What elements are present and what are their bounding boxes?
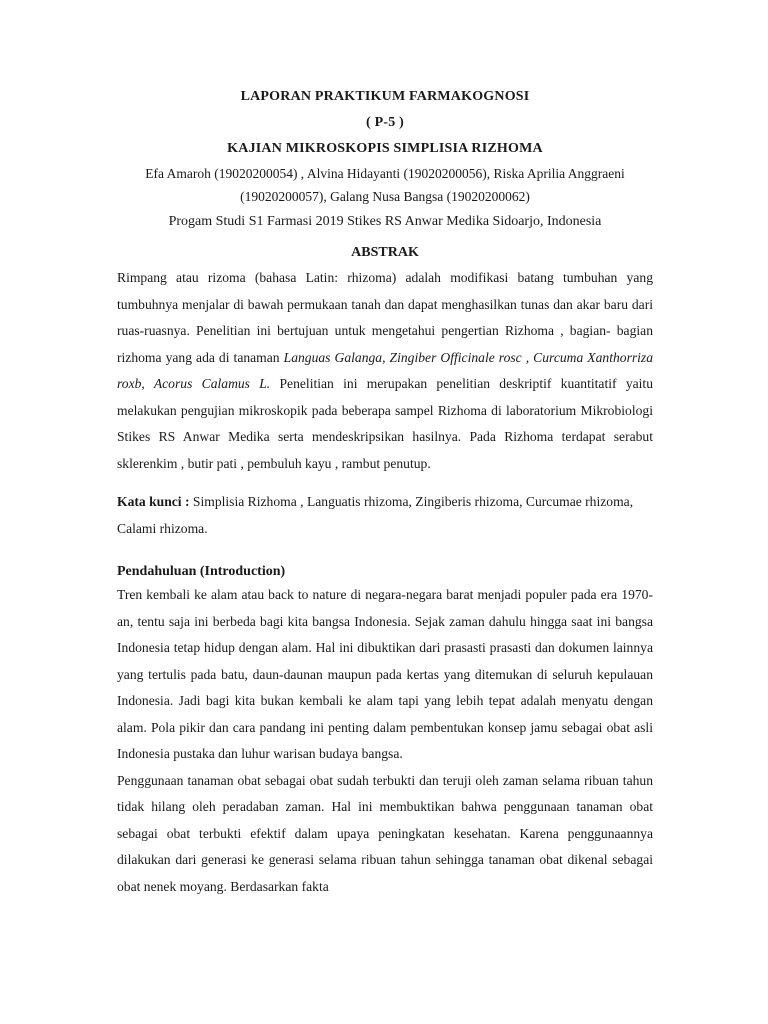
keywords <box>117 489 653 542</box>
document-page <box>117 84 653 900</box>
report-code: ( P-5 ) <box>366 115 404 130</box>
introduction-heading: Pendahuluan (Introduction) <box>117 564 286 579</box>
introduction-paragraph-1: Tren kembali ke alam atau back to nature di negara-negara barat menjadi populer pada era 1970-an, tentu saja ini berbeda bagi kita bangsa Indonesia. Sejak zaman dahulu hingga saat ini bangsa Indonesia tetap hidup dengan alam. Hal ini dibuktikan dari prasasti prasasti dan dokumen lainnya yang tertulis pada batu, daun-daunan maupun pada kertas yang ditemukan di seluruh kepulauan Indonesia. Jadi bagi kita bukan kembali ke alam tapi yang lebih tepat adalah menyatu dengan alam. Pola pikir dan cara pandang ini penting dalam pembentukan konsep jamu sebagai obat asli Indonesia pustaka dan luhur warisan budaya bangsa. <box>117 587 653 761</box>
abstract-paragraph <box>117 265 653 477</box>
authors-line-1: Efa Amaroh (19020200054) , Alvina Hidayanti (19020200056), Riska Aprilia Anggraeni <box>145 166 625 181</box>
introduction-paragraph-2: Penggunaan tanaman obat sebagai obat sudah terbukti dan teruji oleh zaman selama ribuan tahun tidak hilang oleh peradaban zaman. Hal ini membuktikan bahwa penggunaan tanaman obat sebagai obat terbukti efektif dalam upaya peningkatan kesehatan. Karena penggunaannya dilakukan dari generasi ke generasi selama ribuan tahun sehingga tanaman obat dikenal sebagai obat nenek moyang. Berdasarkan fakta <box>117 772 653 894</box>
authors-line-2: (19020200057), Galang Nusa Bangsa (19020200062) <box>240 189 530 204</box>
keywords-label: Kata kunci : <box>117 494 190 509</box>
report-subtitle: KAJIAN MIKROSKOPIS SIMPLISIA RIZHOMA <box>227 141 543 156</box>
abstract-text-2: Penelitian ini merupakan penelitian deskriptif kuantitatif yaitu melakukan pengujian mikroskopik pada beberapa sampel Rizhoma di laboratorium Mikrobiologi Stikes RS Anwar Medika serta mendeskripsikan hasilnya. Pada Rizhoma terdapat serabut sklerenkim , butir pati , pembuluh kayu , rambut penutup. <box>117 376 654 471</box>
keywords-text: Simplisia Rizhoma , Languatis rhizoma, Zingiberis rhizoma, Curcumae rhizoma, Calami rhizoma. <box>117 494 634 536</box>
abstract-text-1: Rimpang atau rizoma (bahasa Latin: rhizoma) adalah modifikasi batang tumbuhan yang tumbuhnya menjalar di bawah permukaan tanah dan dapat menghasilkan tunas dan akar baru dari ruas-ruasnya. Penelitian ini bertujuan untuk mengetahui pengertian Rizhoma , bagian- bagian rizhoma yang ada di tanaman <box>117 270 653 365</box>
report-title: LAPORAN PRAKTIKUM FARMAKOGNOSI <box>240 89 530 104</box>
affiliation: Progam Studi S1 Farmasi 2019 Stikes RS Anwar Medika Sidoarjo, Indonesia <box>168 214 602 229</box>
abstract-species-italic: Languas Galanga, Zingiber Officinale rosc , Curcuma Xanthorriza roxb, Acorus Calamus L. <box>117 349 654 391</box>
abstract-heading: ABSTRAK <box>351 245 419 260</box>
